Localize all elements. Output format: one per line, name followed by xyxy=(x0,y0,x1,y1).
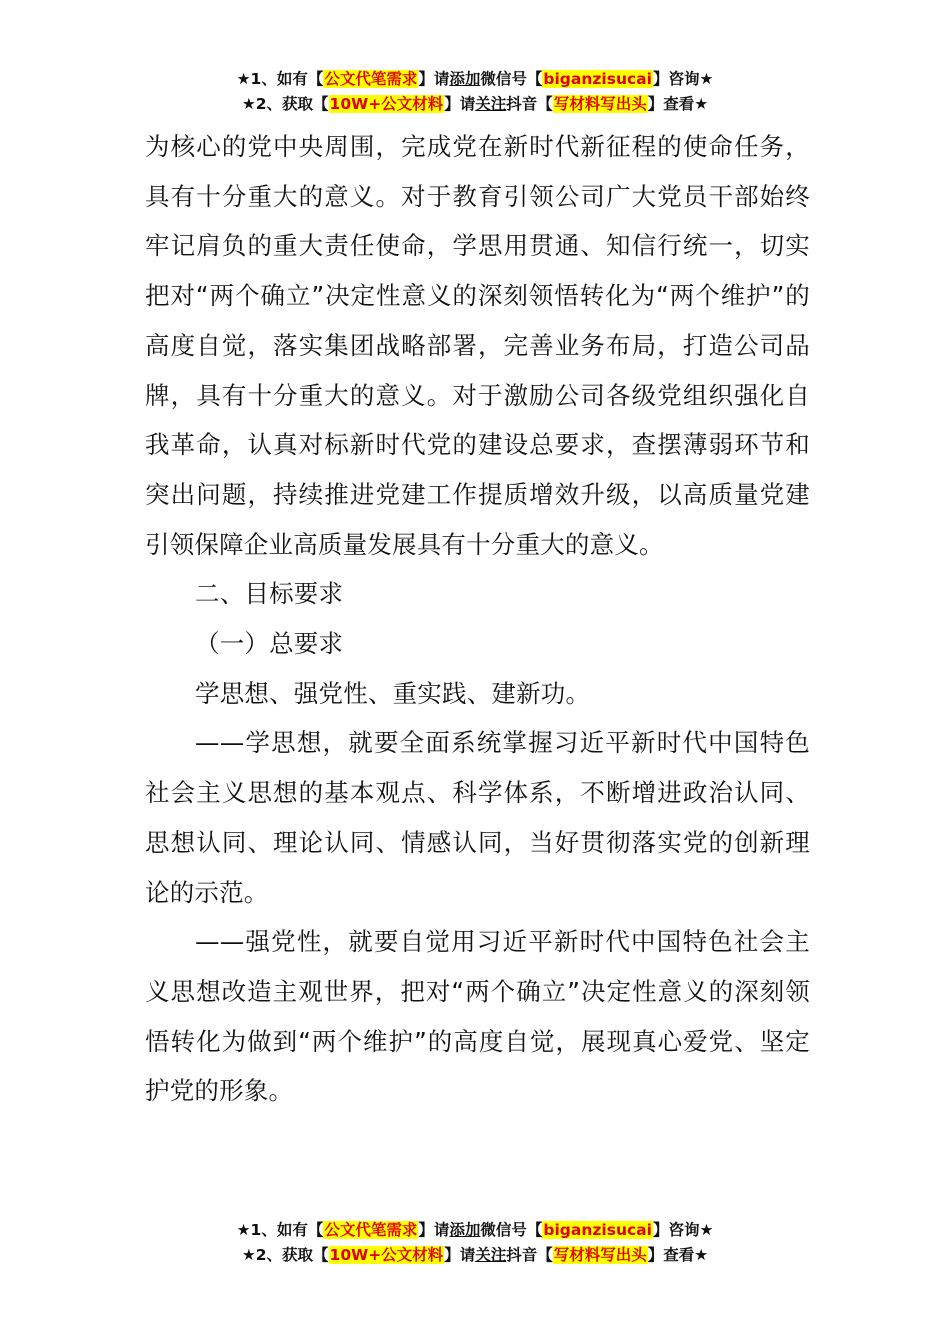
promo-text: 】请 xyxy=(444,95,476,113)
promo-text: 】请 xyxy=(418,70,450,88)
promo-text: 抖音【 xyxy=(506,1246,553,1264)
promo-banner-top xyxy=(0,67,950,117)
promo-text: 】请 xyxy=(444,1246,476,1264)
promo-line-2 xyxy=(0,92,950,117)
promo-text: 抖音【 xyxy=(506,95,553,113)
promo-highlight: 10W+公文材料 xyxy=(329,95,444,113)
promo-highlight: biganzisucai xyxy=(543,70,652,88)
paragraph: ——强党性，就要自觉用习近平新时代中国特色社会主义思想改造主观世界，把对“两个确立”决定性意义的深刻领悟转化为做到“两个维护”的高度自觉，展现真心爱党、坚定护党的形象。 xyxy=(145,927,810,1106)
section-heading: 二、目标要求 xyxy=(195,579,344,609)
promo-highlight: 写材料写出头 xyxy=(553,1246,647,1264)
promo-text: 】咨询★ xyxy=(652,1221,714,1239)
promo-text: 】查看★ xyxy=(647,1246,709,1264)
subsection-heading: （一）总要求 xyxy=(195,629,344,659)
promo-underline: 关注 xyxy=(475,95,507,113)
paragraph: ——学思想，就要全面系统掌握习近平新时代中国特色社会主义思想的基本观点、科学体系，不断增进政治认同、思想认同、理论认同、情感认同，当好贯彻落实党的创新理论的示范。 xyxy=(145,728,810,907)
promo-highlight: biganzisucai xyxy=(543,1221,652,1239)
promo-text: 】咨询★ xyxy=(652,70,714,88)
document-body xyxy=(145,122,810,1116)
promo-underline: 添加 xyxy=(449,70,481,88)
promo-text: ★2、获取【 xyxy=(241,95,329,113)
promo-banner-bottom xyxy=(0,1218,950,1268)
promo-underline: 关注 xyxy=(475,1246,507,1264)
promo-highlight: 写材料写出头 xyxy=(553,95,647,113)
promo-underline: 添加 xyxy=(449,1221,481,1239)
promo-highlight: 10W+公文材料 xyxy=(329,1246,444,1264)
promo-highlight: 公文代笔需求 xyxy=(324,1221,418,1239)
promo-line-1 xyxy=(0,1218,950,1243)
promo-text: 】请 xyxy=(418,1221,450,1239)
promo-text: 微信号【 xyxy=(480,70,543,88)
promo-highlight: 公文代笔需求 xyxy=(324,70,418,88)
promo-text: ★1、如有【 xyxy=(236,70,324,88)
promo-text: 】查看★ xyxy=(647,95,709,113)
paragraph-continued: 为核心的党中央周围，完成党在新时代新征程的使命任务，具有十分重大的意义。对于教育引领公司广大党员干部始终牢记肩负的重大责任使命，学思用贯通、知信行统一，切实把对“两个确立”决定性意义的深刻领悟转化为“两个维护”的高度自觉，落实集团战略部署，完善业务布局，打造公司品牌，具有十分重大的意义。对于激励公司各级党组织强化自我革命，认真对标新时代党的建设总要求，查摆薄弱环节和突出问题，持续推进党建工作提质增效升级，以高质量党建引领保障企业高质量发展具有十分重大的意义。 xyxy=(145,132,810,559)
promo-line-2 xyxy=(0,1243,950,1268)
promo-text: ★1、如有【 xyxy=(236,1221,324,1239)
paragraph: 学思想、强党性、重实践、建新功。 xyxy=(195,678,591,708)
promo-text: ★2、获取【 xyxy=(241,1246,329,1264)
promo-text: 微信号【 xyxy=(480,1221,543,1239)
promo-line-1 xyxy=(0,67,950,92)
